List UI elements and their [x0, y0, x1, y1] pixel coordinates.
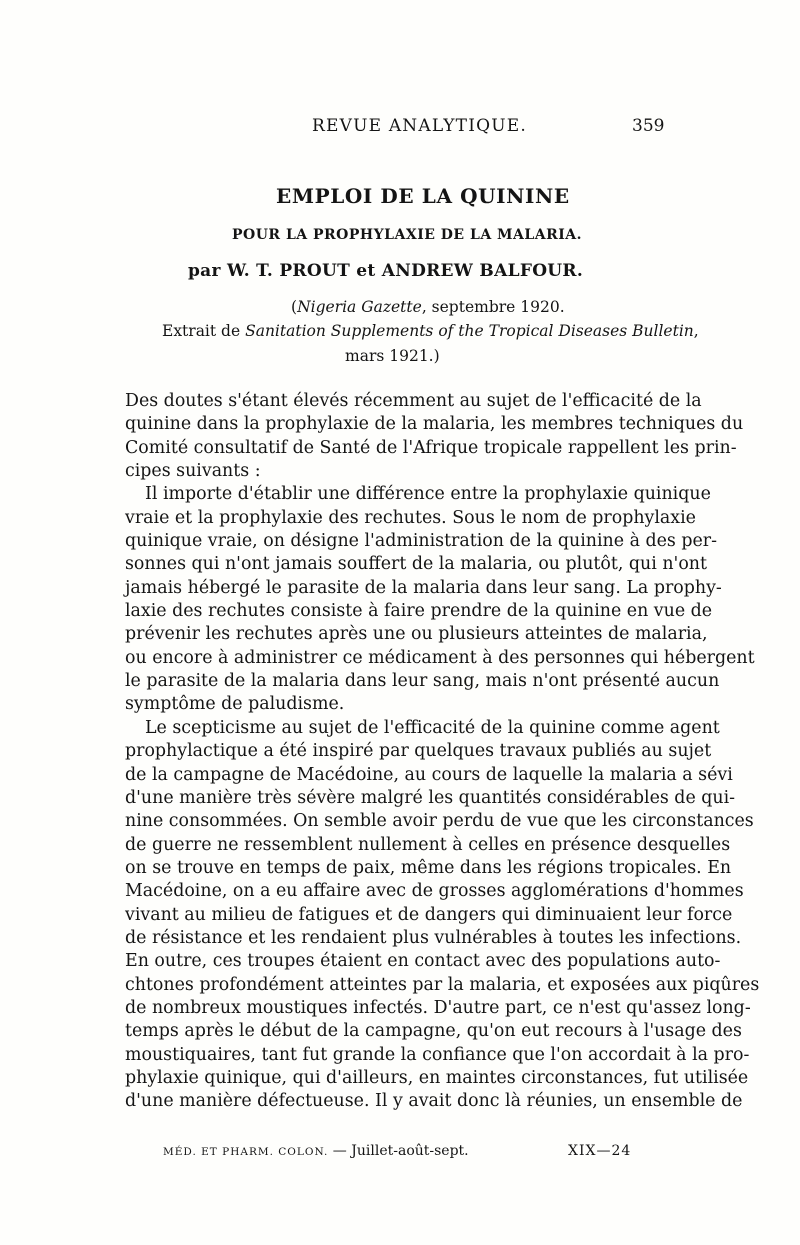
reference-line-2: Extrait de Sanitation Supplements of the Tropical Diseases Bulletin,: [162, 322, 699, 340]
body-line: laxie des rechutes consiste à faire prendre de la quinine en vue de: [125, 601, 713, 622]
body-line: cipes suivants :: [125, 461, 261, 482]
body-line: prophylactique a été inspiré par quelques travaux publiés au sujet: [125, 741, 712, 762]
body-line: le parasite de la malaria dans leur sang, mais n'ont présenté aucun: [125, 671, 720, 692]
body-line: on se trouve en temps de paix, même dans les régions tropicales. En: [125, 857, 732, 878]
body-line: de guerre ne ressemblent nullement à celles en présence desquelles: [125, 834, 731, 855]
body-line: En outre, ces troupes étaient en contact avec des populations auto-: [125, 951, 721, 972]
body-line: de résistance et les rendaient plus vulnérables à toutes les infections.: [125, 927, 742, 948]
body-line: prévenir les rechutes après une ou plusieurs atteintes de malaria,: [125, 624, 708, 645]
running-title: REVUE ANALYTIQUE.: [312, 116, 528, 136]
reference-bulletin: Sanitation Supplements of the Tropical Diseases Bulletin: [245, 322, 694, 340]
body-line: Des doutes s'étant élevés récemment au sujet de l'efficacité de la: [125, 391, 702, 411]
body-line: phylaxie quinique, qui d'ailleurs, en maintes circonstances, fut utilisée: [125, 1067, 749, 1088]
body-line: chtones profondément atteintes par la malaria, et exposées aux piqûres: [125, 974, 760, 995]
article-title: EMPLOI DE LA QUININE: [276, 184, 570, 208]
article-byline: par W. T. PROUT et ANDREW BALFOUR.: [188, 261, 584, 281]
body-line: vivant au milieu de fatigues et de dangers qui diminuaient leur force: [125, 904, 733, 925]
signature-mark: XIX—24: [568, 1143, 632, 1159]
footer-journal: MÉD. ET PHARM. COLON. — Juillet-août-sept.: [163, 1143, 469, 1159]
body-line: jamais hébergé le parasite de la malaria dans leur sang. La prophy-: [125, 577, 722, 598]
body-line: ou encore à administrer ce médicament à des personnes qui hébergent: [125, 647, 755, 668]
reference-line-3: mars 1921.): [345, 347, 440, 365]
body-line: de nombreux moustiques infectés. D'autre part, ce n'est qu'assez long-: [125, 997, 751, 1018]
reference-line-1: (Nigeria Gazette, septembre 1920.: [291, 298, 565, 316]
body-line: d'une manière très sévère malgré les quantités considérables de qui-: [125, 787, 736, 808]
article-subtitle: POUR LA PROPHYLAXIE DE LA MALARIA.: [232, 227, 583, 243]
body-line: moustiquaires, tant fut grande la confiance que l'on accordait à la pro-: [125, 1044, 750, 1065]
body-line: symptôme de paludisme.: [125, 694, 345, 715]
body-line: vraie et la prophylaxie des rechutes. Sous le nom de prophylaxie: [125, 507, 696, 528]
reference-source: Nigeria Gazette: [297, 298, 422, 316]
issue-date: Juillet-août-sept.: [351, 1143, 469, 1159]
body-line: Le scepticisme au sujet de l'efficacité de la quinine comme agent: [145, 717, 720, 738]
body-line: Macédoine, on a eu affaire avec de grosses agglomérations d'hommes: [125, 881, 744, 902]
body-line: de la campagne de Macédoine, au cours de laquelle la malaria a sévi: [125, 764, 733, 785]
body-line: quinine dans la prophylaxie de la malaria, les membres techniques du: [125, 414, 744, 435]
body-line: Il importe d'établir une différence entre la prophylaxie quinique: [145, 484, 711, 505]
body-line: temps après le début de la campagne, qu'on eut recours à l'usage des: [125, 1021, 742, 1042]
journal-abbrev: MÉD. ET PHARM. COLON.: [163, 1146, 329, 1158]
body-line: sonnes qui n'ont jamais souffert de la malaria, ou plutôt, qui n'ont: [125, 554, 707, 575]
body-line: Comité consultatif de Santé de l'Afrique tropicale rappellent les prin-: [125, 437, 737, 458]
body-line: nine consommées. On semble avoir perdu de vue que les circonstances: [125, 811, 754, 832]
body-line: quinique vraie, on désigne l'administration de la quinine à des per-: [125, 531, 717, 552]
page-number: 359: [632, 116, 665, 136]
body-line: d'une manière défectueuse. Il y avait donc là réunies, un ensemble de: [125, 1091, 743, 1112]
article-body: [125, 390, 760, 1114]
